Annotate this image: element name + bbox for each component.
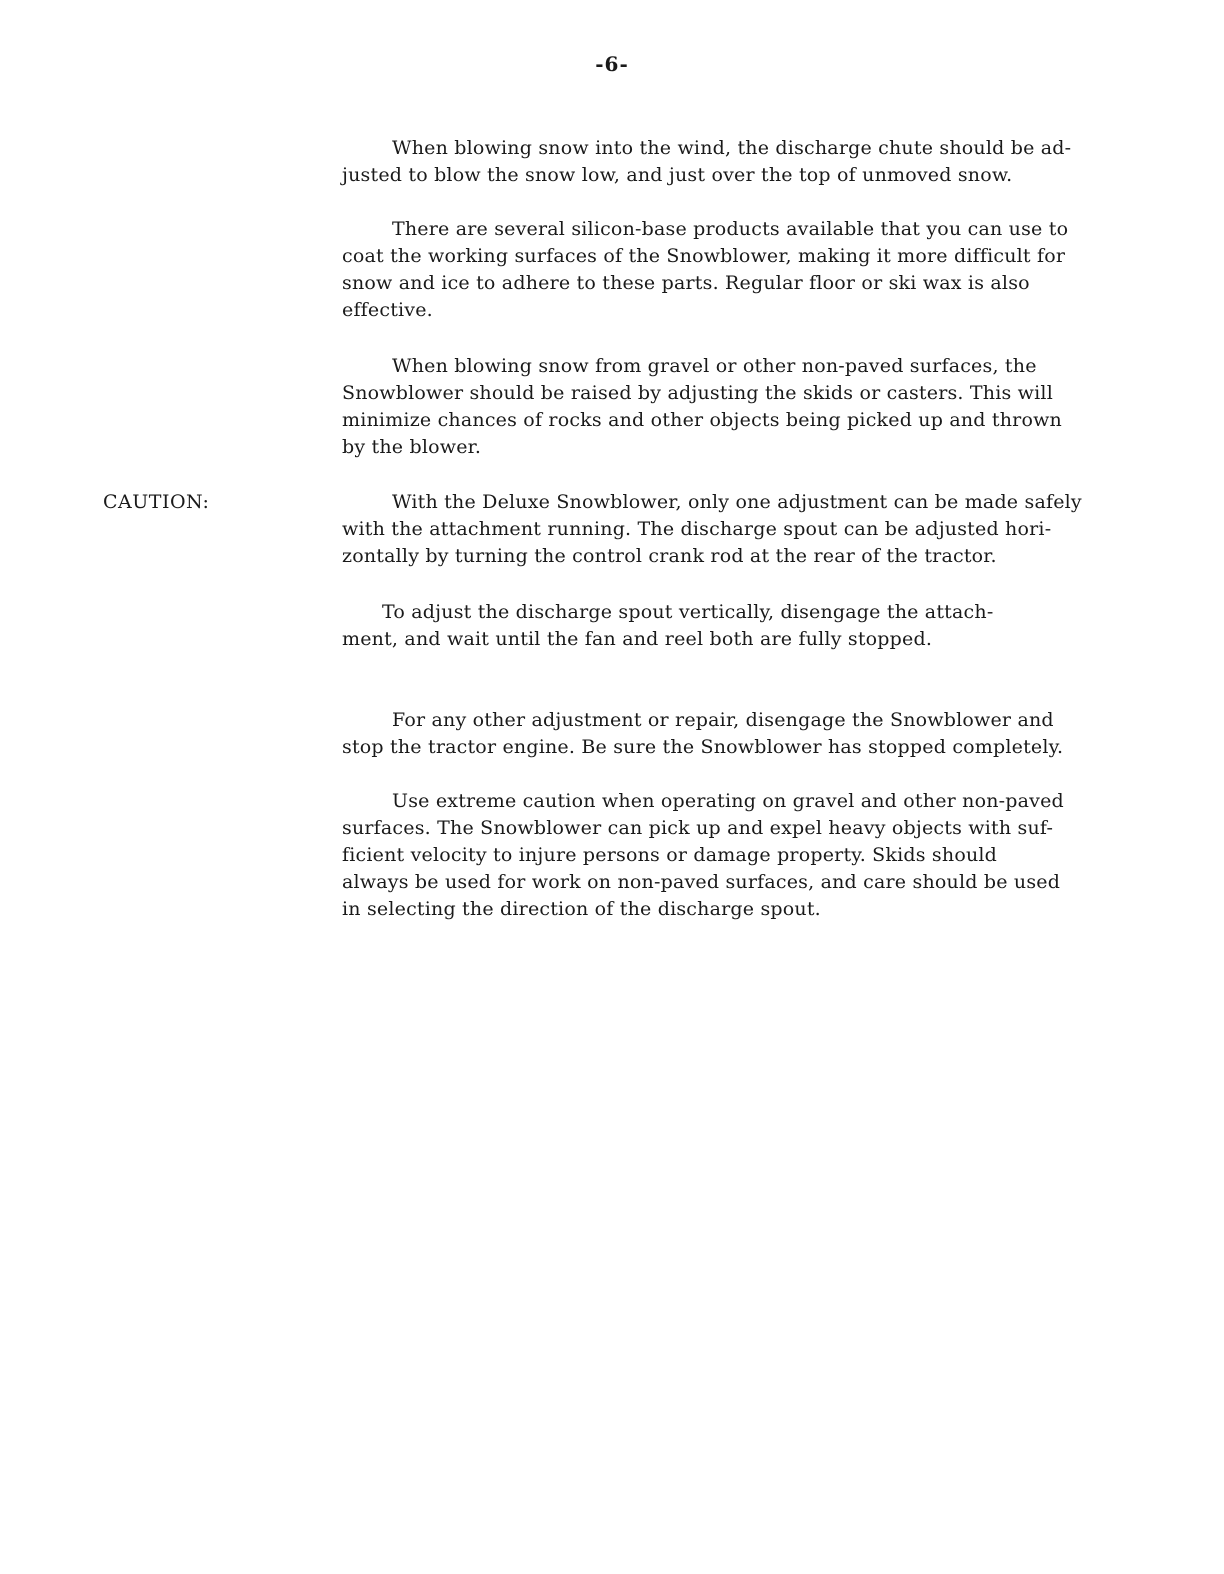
paragraph-line: Snowblower should be raised by adjusting the skids or casters. This will bbox=[342, 382, 1053, 404]
paragraph-line: surfaces. The Snowblower can pick up and expel heavy objects with suf- bbox=[342, 817, 1054, 839]
paragraph-line: When blowing snow into the wind, the discharge chute should be ad- bbox=[392, 137, 1072, 159]
paragraph-line: with the attachment running. The discharge spout can be adjusted hori- bbox=[342, 518, 1052, 540]
paragraph-gravel-surfaces bbox=[342, 353, 1142, 461]
paragraph-line: There are several silicon-base products available that you can use to bbox=[392, 218, 1069, 240]
paragraph-line: To adjust the discharge spout vertically, disengage the attach- bbox=[382, 601, 994, 623]
paragraph-line: With the Deluxe Snowblower, only one adjustment can be made safely bbox=[392, 491, 1082, 513]
paragraph-vertical-adjustment bbox=[342, 599, 1142, 653]
paragraph-line: ficient velocity to injure persons or damage property. Skids should bbox=[342, 844, 998, 866]
paragraph-silicon-products bbox=[342, 216, 1142, 324]
paragraph-line: minimize chances of rocks and other objects being picked up and thrown bbox=[342, 409, 1062, 431]
paragraph-line: justed to blow the snow low, and just over the top of unmoved snow. bbox=[342, 164, 1013, 186]
page-number: -6- bbox=[595, 52, 629, 76]
paragraph-discharge-chute bbox=[342, 135, 1142, 189]
paragraph-line: always be used for work on non-paved surfaces, and care should be used bbox=[342, 871, 1061, 893]
paragraph-line: stop the tractor engine. Be sure the Snowblower has stopped completely. bbox=[342, 736, 1064, 758]
paragraph-line: coat the working surfaces of the Snowblower, making it more difficult for bbox=[342, 245, 1066, 267]
paragraph-line: Use extreme caution when operating on gravel and other non-paved bbox=[392, 790, 1064, 812]
paragraph-line: zontally by turning the control crank rod at the rear of the tractor. bbox=[342, 545, 997, 567]
paragraph-line: by the blower. bbox=[342, 436, 482, 458]
paragraph-extreme-caution bbox=[342, 788, 1142, 923]
paragraph-line: in selecting the direction of the discharge spout. bbox=[342, 898, 821, 920]
paragraph-line: For any other adjustment or repair, disengage the Snowblower and bbox=[392, 709, 1054, 731]
paragraph-line: ment, and wait until the fan and reel both are fully stopped. bbox=[342, 628, 933, 650]
paragraph-line: When blowing snow from gravel or other non-paved surfaces, the bbox=[392, 355, 1037, 377]
paragraph-line: snow and ice to adhere to these parts. Regular floor or ski wax is also bbox=[342, 272, 1030, 294]
paragraph-deluxe-adjustment bbox=[342, 489, 1142, 570]
paragraph-other-adjustment bbox=[342, 707, 1142, 761]
paragraph-line: effective. bbox=[342, 299, 433, 321]
caution-label: CAUTION: bbox=[103, 491, 210, 513]
